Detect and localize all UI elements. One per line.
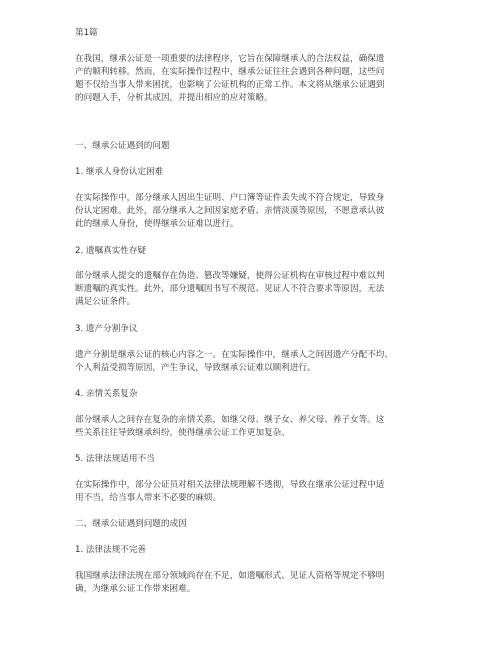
intro-paragraph bbox=[75, 53, 384, 105]
s1-item2-title: 2. 遗嘱真实性存疑 bbox=[75, 246, 147, 256]
s1-item1-paragraph bbox=[75, 192, 384, 231]
text-line: 此的继承人身份，使得继承公证难以进行。 bbox=[75, 219, 239, 229]
text-line: 部分继承人提交的遗嘱存在伪造、篡改等嫌疑，使得公证机构在审核过程中难以判 bbox=[75, 271, 385, 281]
text-line: 的问题入手，分析其成因，并提出相应的应对策略。 bbox=[75, 93, 273, 103]
text-line: 题不仅给当事人带来困扰，也影响了公证机构的正常工作。本文将从继承公证遇到 bbox=[75, 80, 385, 90]
s1-item1-title: 1. 继承人身份认定困难 bbox=[75, 167, 164, 177]
text-line: 些关系往往导致继承纠纷，使得继承公证工作更加复杂。 bbox=[75, 428, 290, 438]
s1-item5-title-visible: 5. 法律法规适用不当 bbox=[75, 454, 155, 464]
text-line: 个人利益受损等原因，产生争议，导致继承公证难以顺利进行。 bbox=[75, 363, 316, 373]
text-line: 在实际操作中，部分公证员对相关法律法规理解不透彻，导致在继承公证过程中适 bbox=[75, 480, 385, 490]
text-line: 在我国，继承公证是一项重要的法律程序，它旨在保障继承人的合法权益，确保遗 bbox=[75, 54, 385, 64]
text-line: 份认定困难。此外，部分继承人之间因家庭矛盾、亲情淡漠等原因，不愿意承认彼 bbox=[75, 206, 385, 216]
s2-item1-paragraph bbox=[75, 570, 384, 596]
s1-item4-paragraph bbox=[75, 414, 384, 440]
section-2-title: 二、继承公证遇到问题的成因 bbox=[75, 519, 187, 529]
text-line: 确，为继承公证工作带来困难。 bbox=[75, 584, 196, 594]
text-line: 我国继承法律法规在部分领域尚存在不足，如遗嘱形式、见证人资格等规定不够明 bbox=[75, 571, 385, 581]
s1-item4-title: 4. 亲情关系复杂 bbox=[75, 389, 138, 399]
text-line: 满足公证条件。 bbox=[75, 297, 136, 307]
text-line: 产的顺利转移。然而，在实际操作过程中，继承公证往往会遇到各种问题，这些问 bbox=[75, 67, 385, 77]
s1-item2-paragraph bbox=[75, 270, 384, 309]
s1-item3-title: 3. 遗产分割争议 bbox=[75, 324, 138, 334]
s2-item1-title: 1. 法律法规不完善 bbox=[75, 545, 147, 555]
text-line: 断遗嘱的真实性。此外，部分遗嘱因书写不规范、见证人不符合要求等原因，无法 bbox=[75, 284, 385, 294]
page-label: 第1篇 bbox=[75, 28, 98, 38]
s1-item5-paragraph bbox=[75, 479, 384, 505]
section-1-title: 一、继承公证遇到的问题 bbox=[75, 141, 170, 151]
s1-item3-paragraph bbox=[75, 349, 393, 375]
text-line: 用不当，给当事人带来不必要的麻烦。 bbox=[75, 493, 222, 503]
text-line: 遗产分割是继承公证的核心内容之一。在实际操作中，继承人之间因遗产分配不均、 bbox=[75, 350, 393, 360]
text-line: 在实际操作中，部分继承人因出生证明、户口簿等证件丢失或不符合规定，导致身 bbox=[75, 193, 385, 203]
text-line: 部分继承人之间存在复杂的亲情关系，如继父母、继子女、养父母、养子女等。这 bbox=[75, 415, 385, 425]
